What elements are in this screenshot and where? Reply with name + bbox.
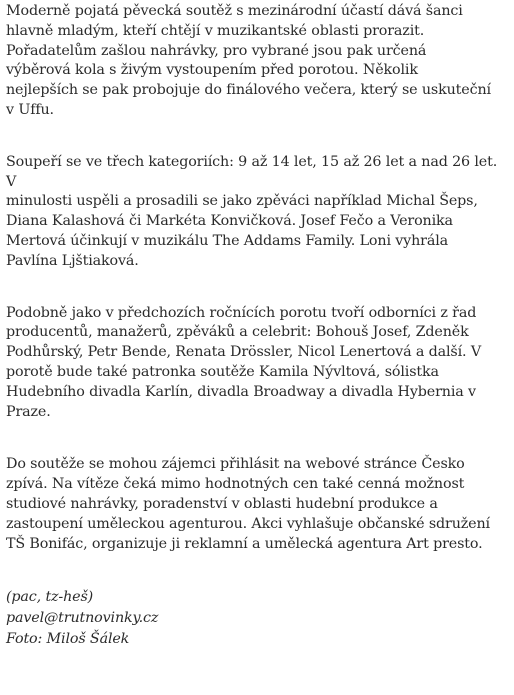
text-line: Praze. xyxy=(6,403,51,420)
text-line: výběrová kola s živým vystoupením před porotou. Několik xyxy=(6,62,418,79)
paragraph-spacer xyxy=(6,121,506,153)
text-line: nejlepších se pak probojuje do finálového večera, který se uskuteční xyxy=(6,82,491,99)
text-line: zpívá. Na vítěze čeká mimo hodnotných cen také cenná možnost xyxy=(6,476,465,493)
text-line: Podhůrský, Petr Bende, Renata Drössler, Nicol Lenertová a další. V xyxy=(6,344,481,361)
text-line: Hudebního divadla Karlín, divadla Broadway a divadla Hybernia v xyxy=(6,383,476,400)
text-line: zastoupení uměleckou agenturou. Akci vyhlašuje občanské sdružení xyxy=(6,515,490,532)
paragraph-1 xyxy=(6,2,506,121)
text-line: porotě bude také patronka soutěže Kamila Nývltová, sólistka xyxy=(6,363,439,380)
author-email: pavel@trutnovinky.cz xyxy=(6,610,159,627)
text-line: TŠ Bonifác, organizuje ji reklamní a umělecká agentura Art presto. xyxy=(6,535,483,552)
paragraph-spacer xyxy=(6,554,506,587)
text-line: v Uffu. xyxy=(6,101,54,118)
text-line: minulosti uspěli a prosadili se jako zpěváci například Michal Šeps, xyxy=(6,193,478,210)
text-line: Pořadatelům zašlou nahrávky, pro vybrané jsou pak určená xyxy=(6,42,427,59)
text-line: Moderně pojatá pěvecká soutěž s mezinárodní účastí dává šanci xyxy=(6,3,463,19)
paragraph-spacer xyxy=(6,422,506,455)
paragraph-spacer xyxy=(6,272,506,304)
paragraph-4 xyxy=(6,455,506,554)
article-body xyxy=(6,2,506,650)
text-line: studiové nahrávky, poradenství v oblasti hudební produkce a xyxy=(6,495,438,512)
photo-credit: Foto: Miloš Šálek xyxy=(6,631,130,648)
text-line: Pavlína Ljštiaková. xyxy=(6,252,139,269)
text-line: Soupeří se ve třech kategoriích: 9 až 14 let, 15 až 26 let a nad 26 let. V xyxy=(6,153,498,190)
source-credit: (pac, tz-heš) xyxy=(6,589,94,606)
text-line: Diana Kalashová či Markéta Konvičková. Josef Fečo a Veronika xyxy=(6,213,453,230)
text-line: Mertová účinkují v muzikálu The Addams Family. Loni vyhrála xyxy=(6,232,449,249)
text-line: Do soutěže se mohou zájemci přihlásit na webové stránce Česko xyxy=(6,456,465,473)
text-line: hlavně mladým, kteří chtějí v muzikantské oblasti prorazit. xyxy=(6,22,425,39)
article-credits xyxy=(6,587,506,650)
paragraph-2 xyxy=(6,153,506,272)
paragraph-3 xyxy=(6,304,506,423)
text-line: producentů, manažerů, zpěváků a celebrit: Bohouš Josef, Zdeněk xyxy=(6,324,469,341)
text-line: Podobně jako v předchozích ročnících porotu tvoří odborníci z řad xyxy=(6,304,477,321)
